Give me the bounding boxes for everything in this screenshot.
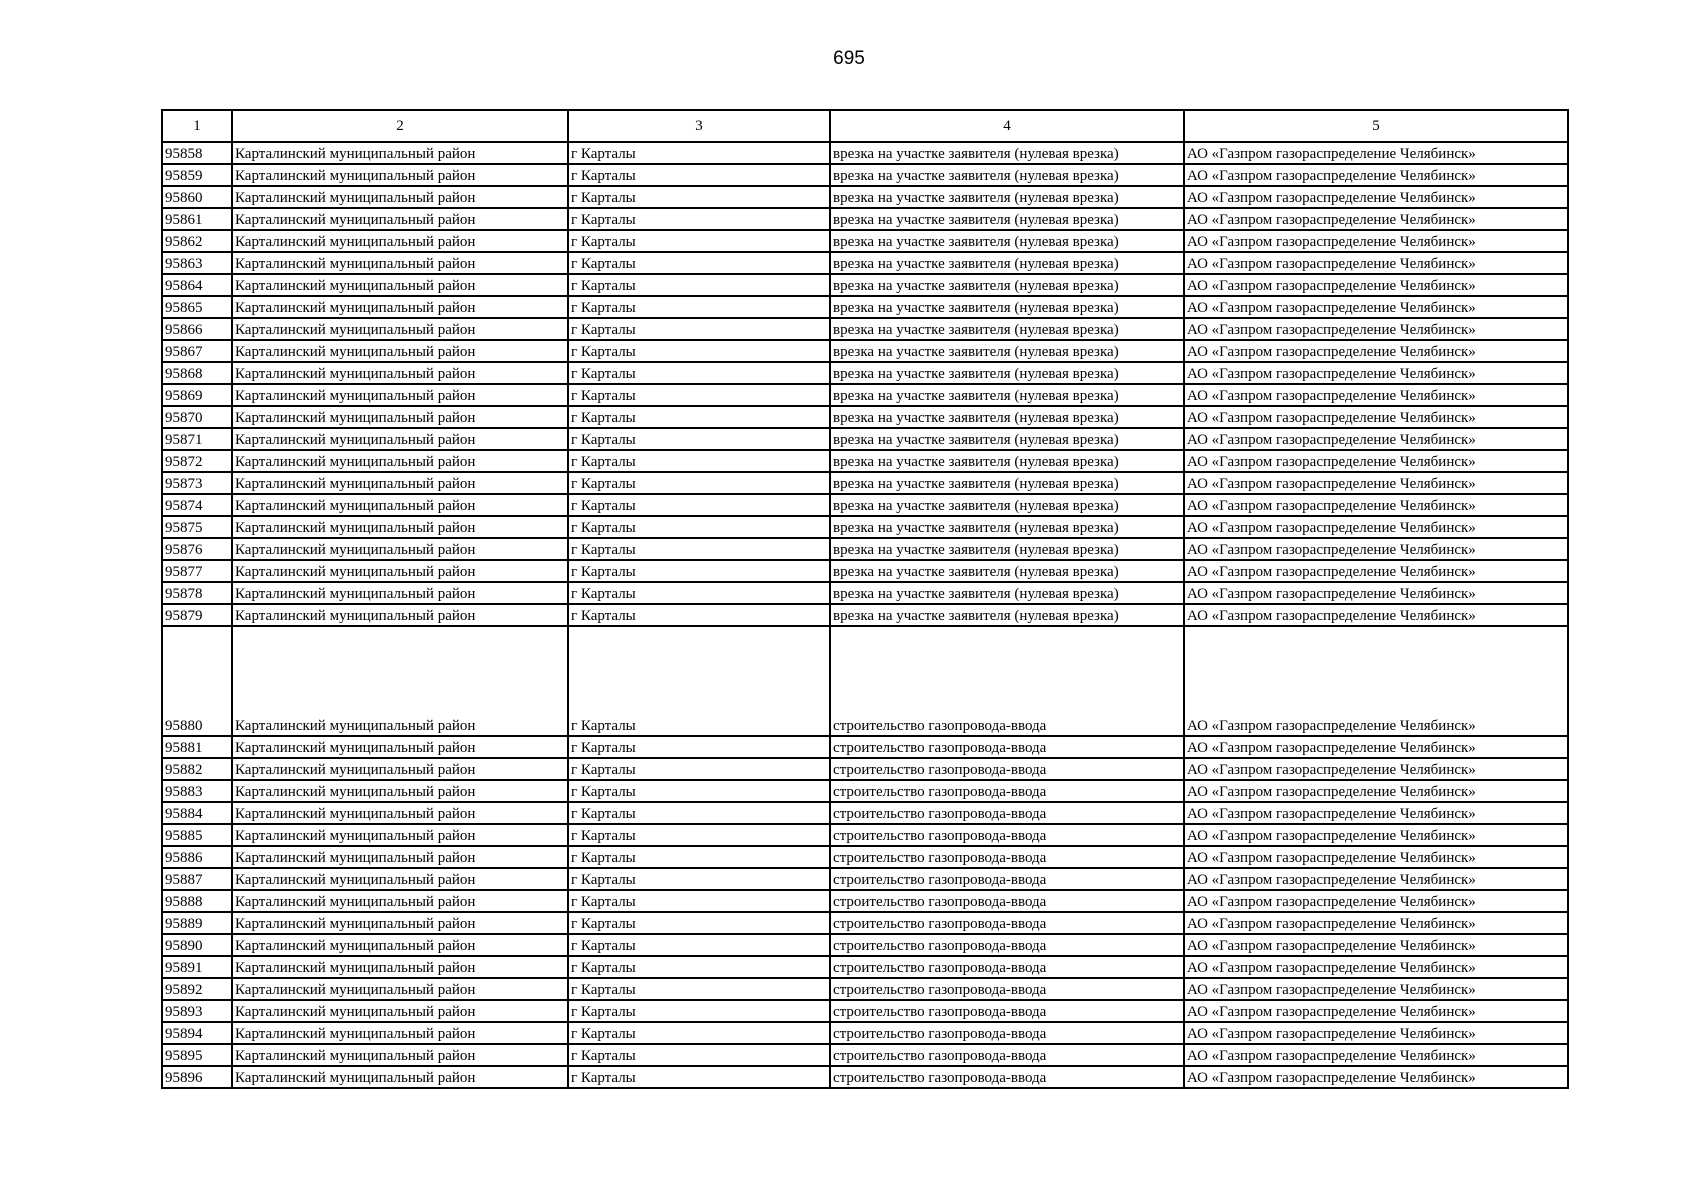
- row-number-cell: 95886: [162, 846, 232, 868]
- organization-cell: АО «Газпром газораспределение Челябинск»: [1184, 956, 1568, 978]
- locality-cell: г Карталы: [568, 582, 830, 604]
- table-row: [162, 956, 1568, 978]
- table-row: [162, 1000, 1568, 1022]
- work-type-cell: врезка на участке заявителя (нулевая врезка): [830, 450, 1184, 472]
- table-row: [162, 494, 1568, 516]
- district-cell: Карталинский муниципальный район: [232, 868, 568, 890]
- locality-cell: г Карталы: [568, 164, 830, 186]
- table-row: [162, 142, 1568, 164]
- table-row: [162, 296, 1568, 318]
- locality-cell: г Карталы: [568, 362, 830, 384]
- row-number-cell: 95893: [162, 1000, 232, 1022]
- organization-cell: АО «Газпром газораспределение Челябинск»: [1184, 164, 1568, 186]
- organization-cell: АО «Газпром газораспределение Челябинск»: [1184, 1066, 1568, 1088]
- row-number-cell: 95876: [162, 538, 232, 560]
- organization-cell: АО «Газпром газораспределение Челябинск»: [1184, 934, 1568, 956]
- table-row: [162, 362, 1568, 384]
- organization-cell: АО «Газпром газораспределение Челябинск»: [1184, 494, 1568, 516]
- district-cell: Карталинский муниципальный район: [232, 890, 568, 912]
- table-row: [162, 230, 1568, 252]
- work-type-cell: врезка на участке заявителя (нулевая врезка): [830, 340, 1184, 362]
- table-row: [162, 780, 1568, 802]
- row-number-cell: 95892: [162, 978, 232, 1000]
- work-type-cell: строительство газопровода-ввода: [830, 758, 1184, 780]
- work-type-cell: врезка на участке заявителя (нулевая врезка): [830, 604, 1184, 626]
- table-row: [162, 208, 1568, 230]
- district-cell: Карталинский муниципальный район: [232, 846, 568, 868]
- organization-cell: АО «Газпром газораспределение Челябинск»: [1184, 274, 1568, 296]
- district-cell: Карталинский муниципальный район: [232, 1000, 568, 1022]
- organization-cell: АО «Газпром газораспределение Челябинск»: [1184, 362, 1568, 384]
- locality-cell: г Карталы: [568, 142, 830, 164]
- work-type-cell: врезка на участке заявителя (нулевая врезка): [830, 362, 1184, 384]
- locality-cell: г Карталы: [568, 208, 830, 230]
- locality-cell: г Карталы: [568, 604, 830, 626]
- district-cell: Карталинский муниципальный район: [232, 560, 568, 582]
- organization-cell: АО «Газпром газораспределение Челябинск»: [1184, 912, 1568, 934]
- organization-cell: АО «Газпром газораспределение Челябинск»: [1184, 736, 1568, 758]
- column-header: 3: [568, 110, 830, 142]
- locality-cell: г Карталы: [568, 780, 830, 802]
- district-cell: Карталинский муниципальный район: [232, 1044, 568, 1066]
- work-type-cell: строительство газопровода-ввода: [830, 1044, 1184, 1066]
- locality-cell: г Карталы: [568, 824, 830, 846]
- organization-cell: АО «Газпром газораспределение Челябинск»: [1184, 1000, 1568, 1022]
- locality-cell: г Карталы: [568, 846, 830, 868]
- organization-cell: АО «Газпром газораспределение Челябинск»: [1184, 626, 1568, 736]
- table-row: [162, 604, 1568, 626]
- locality-cell: г Карталы: [568, 1000, 830, 1022]
- organization-cell: АО «Газпром газораспределение Челябинск»: [1184, 802, 1568, 824]
- row-number-cell: 95870: [162, 406, 232, 428]
- table-row: [162, 802, 1568, 824]
- table-row: [162, 978, 1568, 1000]
- table-row: [162, 428, 1568, 450]
- row-number-cell: 95859: [162, 164, 232, 186]
- locality-cell: г Карталы: [568, 934, 830, 956]
- locality-cell: г Карталы: [568, 1044, 830, 1066]
- data-table: [161, 109, 1569, 1089]
- table-body: [162, 142, 1568, 1088]
- table-row: [162, 824, 1568, 846]
- table-header-row: [162, 110, 1568, 142]
- district-cell: Карталинский муниципальный район: [232, 142, 568, 164]
- row-number-cell: 95885: [162, 824, 232, 846]
- locality-cell: г Карталы: [568, 736, 830, 758]
- organization-cell: АО «Газпром газораспределение Челябинск»: [1184, 1044, 1568, 1066]
- work-type-cell: врезка на участке заявителя (нулевая врезка): [830, 384, 1184, 406]
- locality-cell: г Карталы: [568, 230, 830, 252]
- district-cell: Карталинский муниципальный район: [232, 472, 568, 494]
- row-number-cell: 95862: [162, 230, 232, 252]
- table-row: [162, 538, 1568, 560]
- district-cell: Карталинский муниципальный район: [232, 384, 568, 406]
- district-cell: Карталинский муниципальный район: [232, 428, 568, 450]
- work-type-cell: врезка на участке заявителя (нулевая врезка): [830, 252, 1184, 274]
- organization-cell: АО «Газпром газораспределение Челябинск»: [1184, 296, 1568, 318]
- row-number-cell: 95861: [162, 208, 232, 230]
- organization-cell: АО «Газпром газораспределение Челябинск»: [1184, 208, 1568, 230]
- district-cell: Карталинский муниципальный район: [232, 912, 568, 934]
- district-cell: Карталинский муниципальный район: [232, 934, 568, 956]
- locality-cell: г Карталы: [568, 912, 830, 934]
- locality-cell: г Карталы: [568, 538, 830, 560]
- organization-cell: АО «Газпром газораспределение Челябинск»: [1184, 450, 1568, 472]
- row-number-cell: 95865: [162, 296, 232, 318]
- row-number-cell: 95890: [162, 934, 232, 956]
- organization-cell: АО «Газпром газораспределение Челябинск»: [1184, 846, 1568, 868]
- work-type-cell: врезка на участке заявителя (нулевая врезка): [830, 472, 1184, 494]
- work-type-cell: строительство газопровода-ввода: [830, 846, 1184, 868]
- work-type-cell: врезка на участке заявителя (нулевая врезка): [830, 164, 1184, 186]
- row-number-cell: 95884: [162, 802, 232, 824]
- work-type-cell: строительство газопровода-ввода: [830, 912, 1184, 934]
- row-number-cell: 95883: [162, 780, 232, 802]
- row-number-cell: 95881: [162, 736, 232, 758]
- organization-cell: АО «Газпром газораспределение Челябинск»: [1184, 384, 1568, 406]
- locality-cell: г Карталы: [568, 274, 830, 296]
- column-header: 4: [830, 110, 1184, 142]
- work-type-cell: строительство газопровода-ввода: [830, 1066, 1184, 1088]
- work-type-cell: строительство газопровода-ввода: [830, 824, 1184, 846]
- work-type-cell: врезка на участке заявителя (нулевая врезка): [830, 428, 1184, 450]
- district-cell: Карталинский муниципальный район: [232, 340, 568, 362]
- table-row: [162, 340, 1568, 362]
- table-row: [162, 450, 1568, 472]
- district-cell: Карталинский муниципальный район: [232, 604, 568, 626]
- table-row: [162, 1044, 1568, 1066]
- locality-cell: г Карталы: [568, 956, 830, 978]
- organization-cell: АО «Газпром газораспределение Челябинск»: [1184, 186, 1568, 208]
- row-number-cell: 95896: [162, 1066, 232, 1088]
- locality-cell: г Карталы: [568, 560, 830, 582]
- column-header: 5: [1184, 110, 1568, 142]
- table-row: [162, 252, 1568, 274]
- table-row: [162, 384, 1568, 406]
- row-number-cell: 95874: [162, 494, 232, 516]
- row-number-cell: 95872: [162, 450, 232, 472]
- district-cell: Карталинский муниципальный район: [232, 296, 568, 318]
- organization-cell: АО «Газпром газораспределение Челябинск»: [1184, 824, 1568, 846]
- organization-cell: АО «Газпром газораспределение Челябинск»: [1184, 1022, 1568, 1044]
- work-type-cell: врезка на участке заявителя (нулевая врезка): [830, 516, 1184, 538]
- table-row: [162, 274, 1568, 296]
- district-cell: Карталинский муниципальный район: [232, 978, 568, 1000]
- district-cell: Карталинский муниципальный район: [232, 230, 568, 252]
- locality-cell: г Карталы: [568, 626, 830, 736]
- row-number-cell: 95888: [162, 890, 232, 912]
- row-number-cell: 95889: [162, 912, 232, 934]
- row-number-cell: 95873: [162, 472, 232, 494]
- organization-cell: АО «Газпром газораспределение Челябинск»: [1184, 758, 1568, 780]
- row-number-cell: 95868: [162, 362, 232, 384]
- organization-cell: АО «Газпром газораспределение Челябинск»: [1184, 406, 1568, 428]
- work-type-cell: врезка на участке заявителя (нулевая врезка): [830, 274, 1184, 296]
- organization-cell: АО «Газпром газораспределение Челябинск»: [1184, 780, 1568, 802]
- organization-cell: АО «Газпром газораспределение Челябинск»: [1184, 978, 1568, 1000]
- table-row: [162, 1022, 1568, 1044]
- work-type-cell: врезка на участке заявителя (нулевая врезка): [830, 296, 1184, 318]
- district-cell: Карталинский муниципальный район: [232, 186, 568, 208]
- locality-cell: г Карталы: [568, 1022, 830, 1044]
- district-cell: Карталинский муниципальный район: [232, 582, 568, 604]
- row-number-cell: 95882: [162, 758, 232, 780]
- row-number-cell: 95858: [162, 142, 232, 164]
- work-type-cell: строительство газопровода-ввода: [830, 736, 1184, 758]
- table-row: [162, 318, 1568, 340]
- organization-cell: АО «Газпром газораспределение Челябинск»: [1184, 428, 1568, 450]
- district-cell: Карталинский муниципальный район: [232, 450, 568, 472]
- work-type-cell: строительство газопровода-ввода: [830, 1022, 1184, 1044]
- row-number-cell: 95891: [162, 956, 232, 978]
- row-number-cell: 95877: [162, 560, 232, 582]
- table-row: [162, 406, 1568, 428]
- district-cell: Карталинский муниципальный район: [232, 758, 568, 780]
- table-row: [162, 164, 1568, 186]
- organization-cell: АО «Газпром газораспределение Челябинск»: [1184, 560, 1568, 582]
- district-cell: Карталинский муниципальный район: [232, 494, 568, 516]
- locality-cell: г Карталы: [568, 340, 830, 362]
- organization-cell: АО «Газпром газораспределение Челябинск»: [1184, 516, 1568, 538]
- table-row: [162, 934, 1568, 956]
- district-cell: Карталинский муниципальный район: [232, 1066, 568, 1088]
- organization-cell: АО «Газпром газораспределение Челябинск»: [1184, 472, 1568, 494]
- locality-cell: г Карталы: [568, 890, 830, 912]
- district-cell: Карталинский муниципальный район: [232, 164, 568, 186]
- work-type-cell: врезка на участке заявителя (нулевая врезка): [830, 538, 1184, 560]
- row-number-cell: 95867: [162, 340, 232, 362]
- locality-cell: г Карталы: [568, 494, 830, 516]
- column-header: 2: [232, 110, 568, 142]
- locality-cell: г Карталы: [568, 978, 830, 1000]
- district-cell: Карталинский муниципальный район: [232, 274, 568, 296]
- work-type-cell: строительство газопровода-ввода: [830, 868, 1184, 890]
- row-number-cell: 95869: [162, 384, 232, 406]
- work-type-cell: строительство газопровода-ввода: [830, 1000, 1184, 1022]
- organization-cell: АО «Газпром газораспределение Челябинск»: [1184, 230, 1568, 252]
- organization-cell: АО «Газпром газораспределение Челябинск»: [1184, 582, 1568, 604]
- district-cell: Карталинский муниципальный район: [232, 208, 568, 230]
- locality-cell: г Карталы: [568, 428, 830, 450]
- organization-cell: АО «Газпром газораспределение Челябинск»: [1184, 868, 1568, 890]
- row-number-cell: 95864: [162, 274, 232, 296]
- organization-cell: АО «Газпром газораспределение Челябинск»: [1184, 318, 1568, 340]
- district-cell: Карталинский муниципальный район: [232, 780, 568, 802]
- row-number-cell: 95863: [162, 252, 232, 274]
- work-type-cell: врезка на участке заявителя (нулевая врезка): [830, 186, 1184, 208]
- table-row: [162, 560, 1568, 582]
- work-type-cell: строительство газопровода-ввода: [830, 890, 1184, 912]
- work-type-cell: врезка на участке заявителя (нулевая врезка): [830, 560, 1184, 582]
- row-number-cell: 95887: [162, 868, 232, 890]
- column-header: 1: [162, 110, 232, 142]
- table-row: [162, 846, 1568, 868]
- work-type-cell: врезка на участке заявителя (нулевая врезка): [830, 494, 1184, 516]
- organization-cell: АО «Газпром газораспределение Челябинск»: [1184, 142, 1568, 164]
- locality-cell: г Карталы: [568, 868, 830, 890]
- work-type-cell: врезка на участке заявителя (нулевая врезка): [830, 582, 1184, 604]
- locality-cell: г Карталы: [568, 472, 830, 494]
- work-type-cell: строительство газопровода-ввода: [830, 934, 1184, 956]
- district-cell: Карталинский муниципальный район: [232, 626, 568, 736]
- organization-cell: АО «Газпром газораспределение Челябинск»: [1184, 604, 1568, 626]
- table-row: [162, 472, 1568, 494]
- organization-cell: АО «Газпром газораспределение Челябинск»: [1184, 890, 1568, 912]
- row-number-cell: 95878: [162, 582, 232, 604]
- district-cell: Карталинский муниципальный район: [232, 406, 568, 428]
- work-type-cell: врезка на участке заявителя (нулевая врезка): [830, 230, 1184, 252]
- organization-cell: АО «Газпром газораспределение Челябинск»: [1184, 340, 1568, 362]
- table-row: [162, 1066, 1568, 1088]
- row-number-cell: 95894: [162, 1022, 232, 1044]
- district-cell: Карталинский муниципальный район: [232, 318, 568, 340]
- table-row: [162, 736, 1568, 758]
- row-number-cell: 95879: [162, 604, 232, 626]
- district-cell: Карталинский муниципальный район: [232, 516, 568, 538]
- locality-cell: г Карталы: [568, 384, 830, 406]
- table-row: [162, 912, 1568, 934]
- district-cell: Карталинский муниципальный район: [232, 802, 568, 824]
- table-row: [162, 626, 1568, 736]
- district-cell: Карталинский муниципальный район: [232, 824, 568, 846]
- work-type-cell: врезка на участке заявителя (нулевая врезка): [830, 142, 1184, 164]
- table-row: [162, 890, 1568, 912]
- row-number-cell: 95860: [162, 186, 232, 208]
- locality-cell: г Карталы: [568, 406, 830, 428]
- locality-cell: г Карталы: [568, 186, 830, 208]
- locality-cell: г Карталы: [568, 802, 830, 824]
- row-number-cell: 95875: [162, 516, 232, 538]
- work-type-cell: строительство газопровода-ввода: [830, 956, 1184, 978]
- row-number-cell: 95895: [162, 1044, 232, 1066]
- locality-cell: г Карталы: [568, 296, 830, 318]
- district-cell: Карталинский муниципальный район: [232, 362, 568, 384]
- locality-cell: г Карталы: [568, 450, 830, 472]
- work-type-cell: врезка на участке заявителя (нулевая врезка): [830, 318, 1184, 340]
- organization-cell: АО «Газпром газораспределение Челябинск»: [1184, 252, 1568, 274]
- work-type-cell: строительство газопровода-ввода: [830, 780, 1184, 802]
- locality-cell: г Карталы: [568, 318, 830, 340]
- work-type-cell: строительство газопровода-ввода: [830, 978, 1184, 1000]
- district-cell: Карталинский муниципальный район: [232, 538, 568, 560]
- table-row: [162, 758, 1568, 780]
- row-number-cell: 95866: [162, 318, 232, 340]
- table-row: [162, 516, 1568, 538]
- table-row: [162, 582, 1568, 604]
- locality-cell: г Карталы: [568, 516, 830, 538]
- work-type-cell: строительство газопровода-ввода: [830, 802, 1184, 824]
- district-cell: Карталинский муниципальный район: [232, 252, 568, 274]
- work-type-cell: строительство газопровода-ввода: [830, 626, 1184, 736]
- locality-cell: г Карталы: [568, 1066, 830, 1088]
- row-number-cell: 95880: [162, 626, 232, 736]
- page-number: 695: [833, 48, 865, 69]
- table-row: [162, 186, 1568, 208]
- locality-cell: г Карталы: [568, 252, 830, 274]
- district-cell: Карталинский муниципальный район: [232, 1022, 568, 1044]
- district-cell: Карталинский муниципальный район: [232, 956, 568, 978]
- work-type-cell: врезка на участке заявителя (нулевая врезка): [830, 208, 1184, 230]
- organization-cell: АО «Газпром газораспределение Челябинск»: [1184, 538, 1568, 560]
- row-number-cell: 95871: [162, 428, 232, 450]
- district-cell: Карталинский муниципальный район: [232, 736, 568, 758]
- locality-cell: г Карталы: [568, 758, 830, 780]
- table-row: [162, 868, 1568, 890]
- work-type-cell: врезка на участке заявителя (нулевая врезка): [830, 406, 1184, 428]
